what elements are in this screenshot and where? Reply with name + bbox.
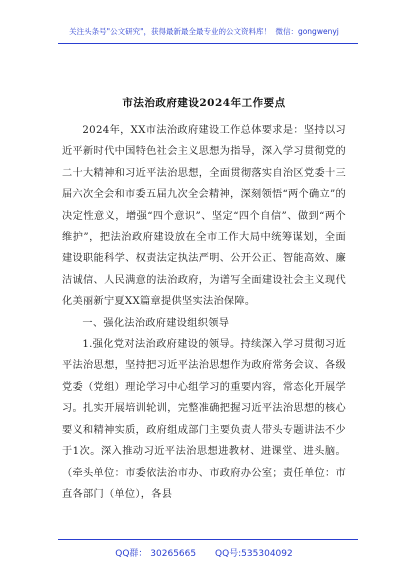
footer-qq-number: QQ号:535304092 [214,549,293,559]
document-title: 市法治政府建设2024年工作要点 [122,97,286,109]
banner-wechat: 微信：gongwenyj [275,27,339,36]
footer-divider [58,539,358,540]
header-divider [58,43,358,44]
document-body [62,120,346,505]
top-banner [0,26,408,37]
footer [0,546,408,559]
banner-text: 关注头条号"公文研究"，获得最新最全最专业的公文资料库！ [69,27,272,36]
footer-qq-group: QQ群： 30265665 [115,549,197,559]
intro-paragraph: 2024年，XX市法治政府建设工作总体要求是：坚持以习近平新时代中国特色社会主义思想为指导，深入学习贯彻党的二十大精神和习近平法治思想，全面贯彻落实自治区党委十三届六次全会和市委五届九次全会精神，深刻领悟“两个确立”的决定性意义，增强“四个意识”、坚定“四个自信”、做到“两个维护”，把法治政府建设放在全市工作大局中统筹谋划，全面建设职能科学、权责法定执法严明、公开公正、智能高效、廉洁诚信、人民满意的法治政府，为谱写全面建设社会主义现代化美丽新宁夏XX篇章提供坚实法治保障。 [62,125,346,308]
section-paragraph: 1.强化党对法治政府建设的领导。持续深入学习贯彻习近平法治思想，坚持把习近平法治思想作为政府常务会议、各级党委（党组）理论学习中心组学习的重要内容，常态化开展学习。扎实开展培训轮训，完整准确把握习近平法治思想的核心要义和精神实质，政府组成部门主要负责人带头专题讲法不少于1次。深入推动习近平法治思想进教材、进课堂、进头脑。（牵头单位：市委依法治市办、市政府办公室；责任单位：市直各部门（单位），各县 [62,339,346,500]
section-heading: 一、强化法治政府建设组织领导 [82,317,230,329]
